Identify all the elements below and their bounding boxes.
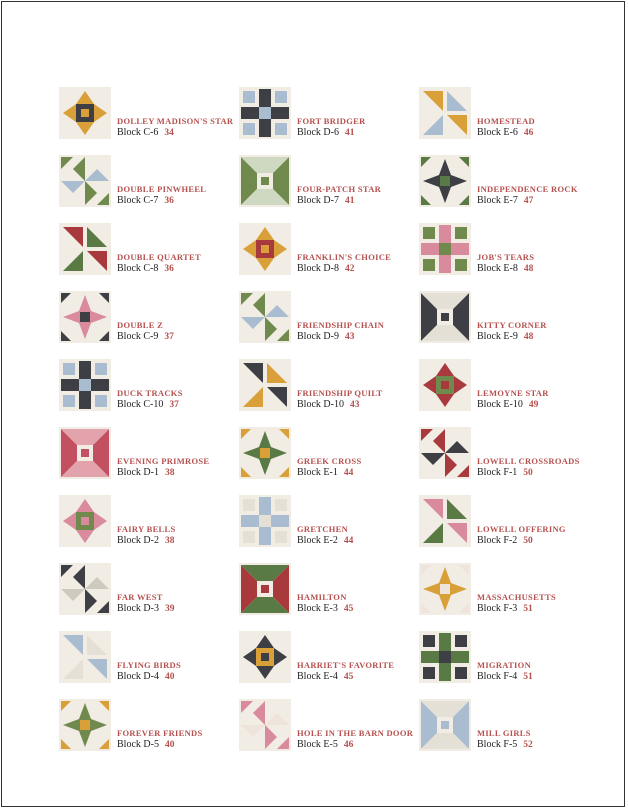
block-name: LOWELL CROSSROADS bbox=[477, 456, 580, 466]
kitty-corner-block-icon bbox=[419, 291, 471, 343]
quartet-block-icon bbox=[59, 223, 111, 275]
block-entry bbox=[59, 427, 239, 495]
block-reference bbox=[117, 739, 247, 751]
block-name: FRANKLIN'S CHOICE bbox=[297, 252, 392, 262]
block-reference bbox=[117, 331, 247, 343]
massachusetts-block-icon bbox=[419, 563, 471, 615]
block-code: Block E-8 bbox=[477, 263, 518, 274]
block-thumbnail bbox=[59, 427, 111, 479]
block-code: Block E-3 bbox=[297, 603, 338, 614]
far-west-block-icon bbox=[59, 563, 111, 615]
page-number: 46 bbox=[343, 740, 354, 750]
primrose-block-icon bbox=[59, 427, 111, 479]
block-thumbnail bbox=[239, 563, 291, 615]
block-thumbnail bbox=[59, 631, 111, 683]
block-entry bbox=[59, 359, 239, 427]
page-number: 39 bbox=[164, 604, 175, 614]
double-z-block-icon bbox=[59, 291, 111, 343]
block-caption bbox=[117, 659, 247, 683]
block-name: FOUR-PATCH STAR bbox=[297, 184, 382, 194]
block-code: Block D-7 bbox=[297, 195, 339, 206]
block-reference bbox=[477, 671, 607, 683]
block-code: Block E-6 bbox=[477, 127, 518, 138]
block-caption bbox=[297, 319, 427, 343]
block-caption bbox=[117, 727, 247, 751]
block-reference bbox=[117, 671, 247, 683]
four-patch-star-block-icon bbox=[239, 155, 291, 207]
block-caption bbox=[297, 523, 427, 547]
block-caption bbox=[477, 591, 607, 615]
block-code: Block C-6 bbox=[117, 127, 159, 138]
block-code: Block C-7 bbox=[117, 195, 159, 206]
block-entry bbox=[419, 87, 599, 155]
block-caption bbox=[297, 591, 427, 615]
block-name: FLYING BIRDS bbox=[117, 660, 181, 670]
block-name: KITTY CORNER bbox=[477, 320, 547, 330]
jobs-tears-block-icon bbox=[419, 223, 471, 275]
block-thumbnail bbox=[239, 699, 291, 751]
block-reference bbox=[477, 467, 607, 479]
friendship-quilt-block-icon bbox=[239, 359, 291, 411]
block-code: Block F-1 bbox=[477, 467, 518, 478]
block-name: HOMESTEAD bbox=[477, 116, 535, 126]
pinwheel-block-icon bbox=[59, 155, 111, 207]
block-name: FAIRY BELLS bbox=[117, 524, 176, 534]
block-code: Block E-9 bbox=[477, 331, 518, 342]
block-caption bbox=[477, 523, 607, 547]
block-thumbnail bbox=[419, 87, 471, 139]
block-caption bbox=[477, 115, 607, 139]
block-thumbnail bbox=[239, 87, 291, 139]
page-number: 36 bbox=[164, 196, 174, 206]
block-entry bbox=[59, 699, 239, 767]
block-reference bbox=[117, 195, 247, 207]
block-thumbnail bbox=[239, 631, 291, 683]
block-thumbnail bbox=[239, 427, 291, 479]
block-name: GRETCHEN bbox=[297, 524, 349, 534]
block-name: DUCK TRACKS bbox=[117, 388, 183, 398]
block-name: GREEK CROSS bbox=[297, 456, 362, 466]
block-entry bbox=[239, 155, 419, 223]
block-reference bbox=[297, 127, 427, 139]
block-thumbnail bbox=[419, 427, 471, 479]
index-column-3 bbox=[419, 87, 599, 767]
block-code: Block D-2 bbox=[117, 535, 159, 546]
block-caption bbox=[297, 251, 427, 275]
block-reference bbox=[477, 127, 607, 139]
block-name: DOUBLE Z bbox=[117, 320, 164, 330]
page-number: 40 bbox=[164, 740, 175, 750]
block-code: Block D-9 bbox=[297, 331, 339, 342]
block-reference bbox=[117, 263, 247, 275]
page-number: 52 bbox=[523, 740, 533, 750]
block-code: Block E-10 bbox=[477, 399, 523, 410]
block-caption bbox=[477, 319, 607, 343]
block-code: Block D-8 bbox=[297, 263, 339, 274]
page-number: 41 bbox=[344, 128, 355, 138]
block-reference bbox=[477, 535, 607, 547]
lemoyne-star-block-icon bbox=[419, 359, 471, 411]
block-reference bbox=[477, 603, 607, 615]
greek-cross-block-icon bbox=[239, 427, 291, 479]
block-reference bbox=[297, 331, 427, 343]
block-name: FORT BRIDGER bbox=[297, 116, 366, 126]
homestead-block-icon bbox=[419, 87, 471, 139]
block-code: Block E-2 bbox=[297, 535, 338, 546]
block-entry bbox=[239, 631, 419, 699]
block-thumbnail bbox=[59, 495, 111, 547]
block-entry bbox=[239, 87, 419, 155]
block-thumbnail bbox=[419, 631, 471, 683]
block-name: FRIENDSHIP QUILT bbox=[297, 388, 383, 398]
block-thumbnail bbox=[59, 359, 111, 411]
block-thumbnail bbox=[239, 495, 291, 547]
independence-rock-block-icon bbox=[419, 155, 471, 207]
block-thumbnail bbox=[59, 223, 111, 275]
block-caption bbox=[297, 115, 427, 139]
hamilton-block-icon bbox=[239, 563, 291, 615]
block-reference bbox=[297, 739, 427, 751]
block-caption bbox=[117, 251, 247, 275]
page-number: 45 bbox=[343, 672, 354, 682]
block-caption bbox=[297, 387, 427, 411]
block-thumbnail bbox=[419, 563, 471, 615]
block-caption bbox=[297, 727, 427, 751]
block-reference bbox=[297, 535, 427, 547]
gretchen-block-icon bbox=[239, 495, 291, 547]
block-entry bbox=[419, 427, 599, 495]
block-name: JOB'S TEARS bbox=[477, 252, 535, 262]
block-reference bbox=[297, 263, 427, 275]
block-thumbnail bbox=[239, 223, 291, 275]
block-caption bbox=[117, 115, 247, 139]
page-number: 48 bbox=[523, 264, 534, 274]
block-entry bbox=[239, 495, 419, 563]
block-thumbnail bbox=[419, 359, 471, 411]
block-code: Block C-9 bbox=[117, 331, 159, 342]
block-thumbnail bbox=[239, 155, 291, 207]
migration-block-icon bbox=[419, 631, 471, 683]
lowell-offering-block-icon bbox=[419, 495, 471, 547]
block-reference bbox=[297, 603, 427, 615]
block-caption bbox=[117, 319, 247, 343]
block-name: DOUBLE PINWHEEL bbox=[117, 184, 207, 194]
block-code: Block D-5 bbox=[117, 739, 159, 750]
flying-birds-block-icon bbox=[59, 631, 111, 683]
block-entry bbox=[419, 291, 599, 359]
page-number: 34 bbox=[164, 128, 174, 138]
page-number: 44 bbox=[343, 536, 354, 546]
block-reference bbox=[477, 195, 607, 207]
block-entry bbox=[59, 631, 239, 699]
page-number: 40 bbox=[164, 672, 175, 682]
page-number: 37 bbox=[169, 400, 179, 410]
page-number: 44 bbox=[343, 468, 354, 478]
block-thumbnail bbox=[419, 495, 471, 547]
block-reference bbox=[297, 195, 427, 207]
block-entry bbox=[59, 495, 239, 563]
block-code: Block D-4 bbox=[117, 671, 159, 682]
block-caption bbox=[477, 455, 607, 479]
block-caption bbox=[477, 727, 607, 751]
block-reference bbox=[477, 739, 607, 751]
block-entry bbox=[419, 699, 599, 767]
block-entry bbox=[59, 291, 239, 359]
block-name: MASSACHUSETTS bbox=[477, 592, 557, 602]
page-number: 38 bbox=[164, 536, 175, 546]
block-entry bbox=[59, 155, 239, 223]
block-thumbnail bbox=[59, 699, 111, 751]
forever-friends-block-icon bbox=[59, 699, 111, 751]
block-caption bbox=[297, 455, 427, 479]
block-reference bbox=[477, 331, 607, 343]
page-number: 50 bbox=[523, 468, 533, 478]
page-number: 46 bbox=[523, 128, 534, 138]
barn-door-block-icon bbox=[239, 699, 291, 751]
block-entry bbox=[419, 155, 599, 223]
block-reference bbox=[117, 467, 247, 479]
block-entry bbox=[239, 699, 419, 767]
block-caption bbox=[477, 183, 607, 207]
block-reference bbox=[117, 603, 247, 615]
block-caption bbox=[297, 183, 427, 207]
block-code: Block C-10 bbox=[117, 399, 164, 410]
index-page bbox=[1, 1, 625, 807]
block-thumbnail bbox=[59, 155, 111, 207]
block-code: Block E-7 bbox=[477, 195, 518, 206]
block-caption bbox=[477, 251, 607, 275]
block-caption bbox=[477, 659, 607, 683]
page-number: 49 bbox=[528, 400, 539, 410]
page-number: 41 bbox=[344, 196, 355, 206]
block-thumbnail bbox=[419, 291, 471, 343]
fort-bridger-block-icon bbox=[239, 87, 291, 139]
page-number: 36 bbox=[164, 264, 174, 274]
page-number: 45 bbox=[343, 604, 354, 614]
block-name: HOLE IN THE BARN DOOR bbox=[297, 728, 414, 738]
block-caption bbox=[117, 523, 247, 547]
block-code: Block D-1 bbox=[117, 467, 159, 478]
block-reference bbox=[297, 399, 427, 411]
page-number: 47 bbox=[523, 196, 534, 206]
franklins-choice-block-icon bbox=[239, 223, 291, 275]
block-caption bbox=[117, 591, 247, 615]
star-block-icon bbox=[59, 87, 111, 139]
block-name: FAR WEST bbox=[117, 592, 163, 602]
block-reference bbox=[477, 263, 607, 275]
block-entry bbox=[419, 631, 599, 699]
block-entry bbox=[239, 291, 419, 359]
block-code: Block F-3 bbox=[477, 603, 518, 614]
index-column-1 bbox=[59, 87, 239, 767]
block-name: DOLLEY MADISON'S STAR bbox=[117, 116, 234, 126]
block-name: HARRIET'S FAVORITE bbox=[297, 660, 395, 670]
block-name: MIGRATION bbox=[477, 660, 532, 670]
block-entry bbox=[59, 223, 239, 291]
page-number: 38 bbox=[164, 468, 175, 478]
page-number: 50 bbox=[523, 536, 533, 546]
harriets-favorite-block-icon bbox=[239, 631, 291, 683]
block-entry bbox=[59, 87, 239, 155]
block-entry bbox=[239, 359, 419, 427]
block-code: Block D-3 bbox=[117, 603, 159, 614]
block-name: EVENING PRIMROSE bbox=[117, 456, 210, 466]
block-caption bbox=[117, 387, 247, 411]
block-code: Block F-4 bbox=[477, 671, 518, 682]
block-reference bbox=[297, 467, 427, 479]
block-thumbnail bbox=[239, 359, 291, 411]
block-code: Block E-1 bbox=[297, 467, 338, 478]
block-name: INDEPENDENCE ROCK bbox=[477, 184, 578, 194]
block-name: FOREVER FRIENDS bbox=[117, 728, 203, 738]
page-number: 43 bbox=[349, 400, 360, 410]
page-number: 51 bbox=[523, 672, 533, 682]
block-code: Block E-4 bbox=[297, 671, 338, 682]
block-entry bbox=[419, 359, 599, 427]
page-number: 42 bbox=[344, 264, 355, 274]
block-thumbnail bbox=[419, 155, 471, 207]
block-name: FRIENDSHIP CHAIN bbox=[297, 320, 385, 330]
lowell-crossroads-block-icon bbox=[419, 427, 471, 479]
block-code: Block F-2 bbox=[477, 535, 518, 546]
block-entry bbox=[59, 563, 239, 631]
block-entry bbox=[239, 223, 419, 291]
block-thumbnail bbox=[59, 563, 111, 615]
friendship-chain-block-icon bbox=[239, 291, 291, 343]
block-entry bbox=[239, 563, 419, 631]
block-caption bbox=[477, 387, 607, 411]
block-thumbnail bbox=[59, 291, 111, 343]
block-caption bbox=[117, 183, 247, 207]
block-thumbnail bbox=[419, 699, 471, 751]
mill-girls-block-icon bbox=[419, 699, 471, 751]
block-name: DOUBLE QUARTET bbox=[117, 252, 201, 262]
block-thumbnail bbox=[419, 223, 471, 275]
block-name: LEMOYNE STAR bbox=[477, 388, 549, 398]
block-code: Block D-10 bbox=[297, 399, 344, 410]
block-reference bbox=[117, 535, 247, 547]
block-entry bbox=[419, 495, 599, 563]
block-name: HAMILTON bbox=[297, 592, 347, 602]
block-caption bbox=[297, 659, 427, 683]
block-code: Block E-5 bbox=[297, 739, 338, 750]
fairy-bells-block-icon bbox=[59, 495, 111, 547]
block-reference bbox=[117, 399, 247, 411]
page-number: 37 bbox=[164, 332, 174, 342]
block-code: Block F-5 bbox=[477, 739, 518, 750]
page-number: 43 bbox=[344, 332, 355, 342]
block-entry bbox=[419, 563, 599, 631]
block-reference bbox=[297, 671, 427, 683]
duck-tracks-block-icon bbox=[59, 359, 111, 411]
block-code: Block D-6 bbox=[297, 127, 339, 138]
block-caption bbox=[117, 455, 247, 479]
block-code: Block C-8 bbox=[117, 263, 159, 274]
block-name: LOWELL OFFERING bbox=[477, 524, 566, 534]
block-thumbnail bbox=[239, 291, 291, 343]
block-reference bbox=[117, 127, 247, 139]
block-reference bbox=[477, 399, 607, 411]
index-column-2 bbox=[239, 87, 419, 767]
block-thumbnail bbox=[59, 87, 111, 139]
block-entry bbox=[239, 427, 419, 495]
page-number: 51 bbox=[523, 604, 533, 614]
block-name: MILL GIRLS bbox=[477, 728, 531, 738]
page-number: 48 bbox=[523, 332, 534, 342]
block-entry bbox=[419, 223, 599, 291]
